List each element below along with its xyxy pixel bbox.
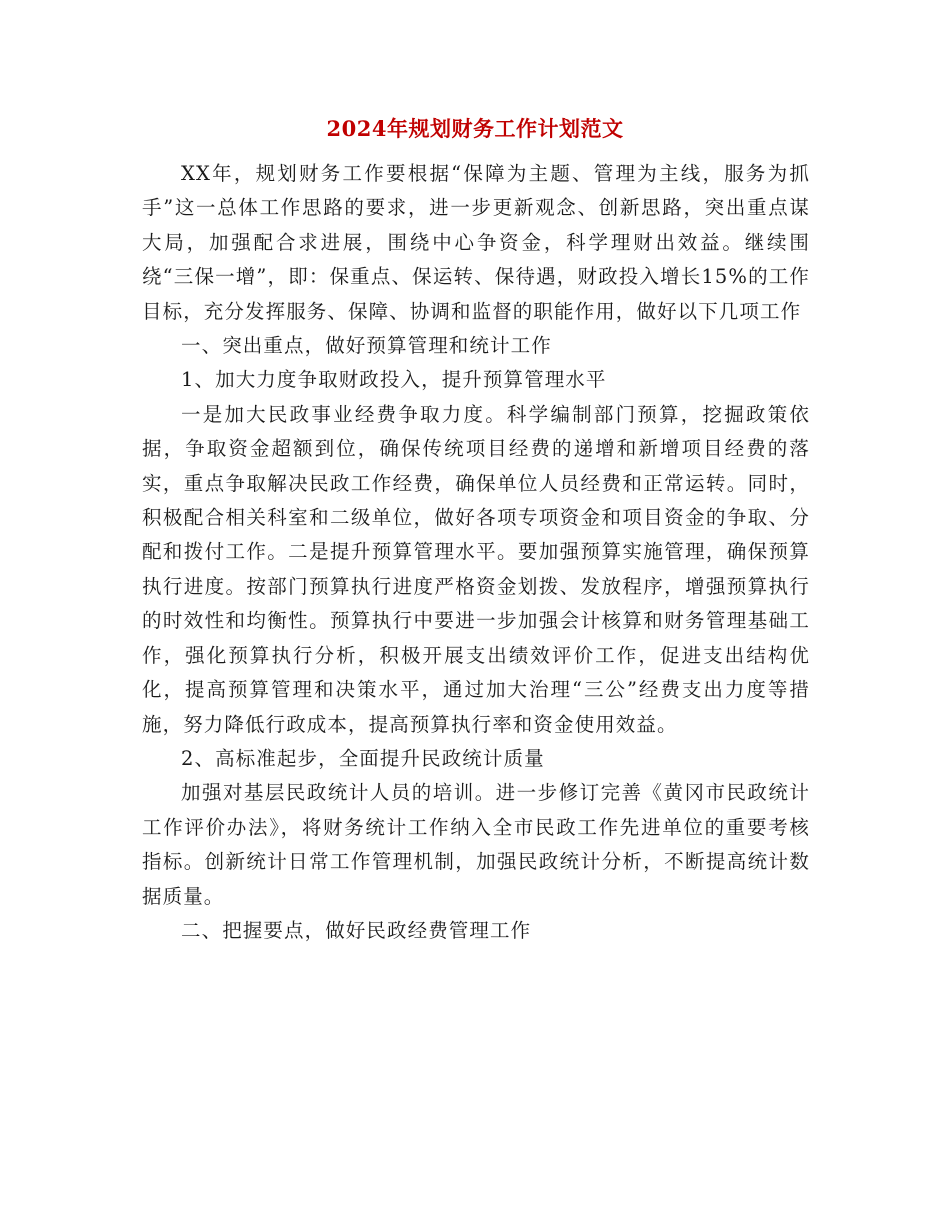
subsection-heading-2: 2、高标准起步，全面提升民政统计质量 [181, 746, 545, 770]
document-title: 2024年规划财务工作计划范文 [326, 116, 624, 141]
document-body [142, 157, 810, 948]
subsection-heading-1: 1、加大力度争取财政投入，提升预算管理水平 [181, 368, 607, 392]
section-heading-1: 一、突出重点，做好预算管理和统计工作 [181, 334, 552, 358]
subsection-1-paragraph: 一是加大民政事业经费争取力度。科学编制部门预算，挖掘政策依据，争取资金超额到位，确保传统项目经费的递增和新增项目经费的落实，重点争取解决民政工作经费，确保单位人员经费和正常运转。同时，积极配合相关科室和二级单位，做好各项专项资金和项目资金的争取、分配和拨付工作。二是提升预算管理水平。要加强预算实施管理，确保预算执行进度。按部门预算执行进度严格资金划拨、发放程序，增强预算执行的时效性和均衡性。预算执行中要进一步加强会计核算和财务管理基础工作，强化预算执行分析，积极开展支出绩效评价工作，促进支出结构优化，提高预算管理和决策水平，通过加大治理“三公”经费支出力度等措施，努力降低行政成本，提高预算执行率和资金使用效益。 [142, 402, 810, 736]
section-heading-2: 二、把握要点，做好民政经费管理工作 [181, 918, 532, 942]
subsection-2-paragraph: 加强对基层民政统计人员的培训。进一步修订完善《黄冈市民政统计工作评价办法》，将财务统计工作纳入全市民政工作先进单位的重要考核指标。创新统计日常工作管理机制，加强民政统计分析，不断提高统计数据质量。 [142, 781, 810, 908]
intro-paragraph: XX年，规划财务工作要根据“保障为主题、管理为主线，服务为抓手”这一总体工作思路的要求，进一步更新观念、创新思路，突出重点谋大局，加强配合求进展，围绕中心争资金，科学理财出效益。继续围绕“三保一增”，即：保重点、保运转、保待遇，财政投入增长15%的工作目标，充分发挥服务、保障、协调和监督的职能作用，做好以下几项工作 [142, 162, 810, 323]
